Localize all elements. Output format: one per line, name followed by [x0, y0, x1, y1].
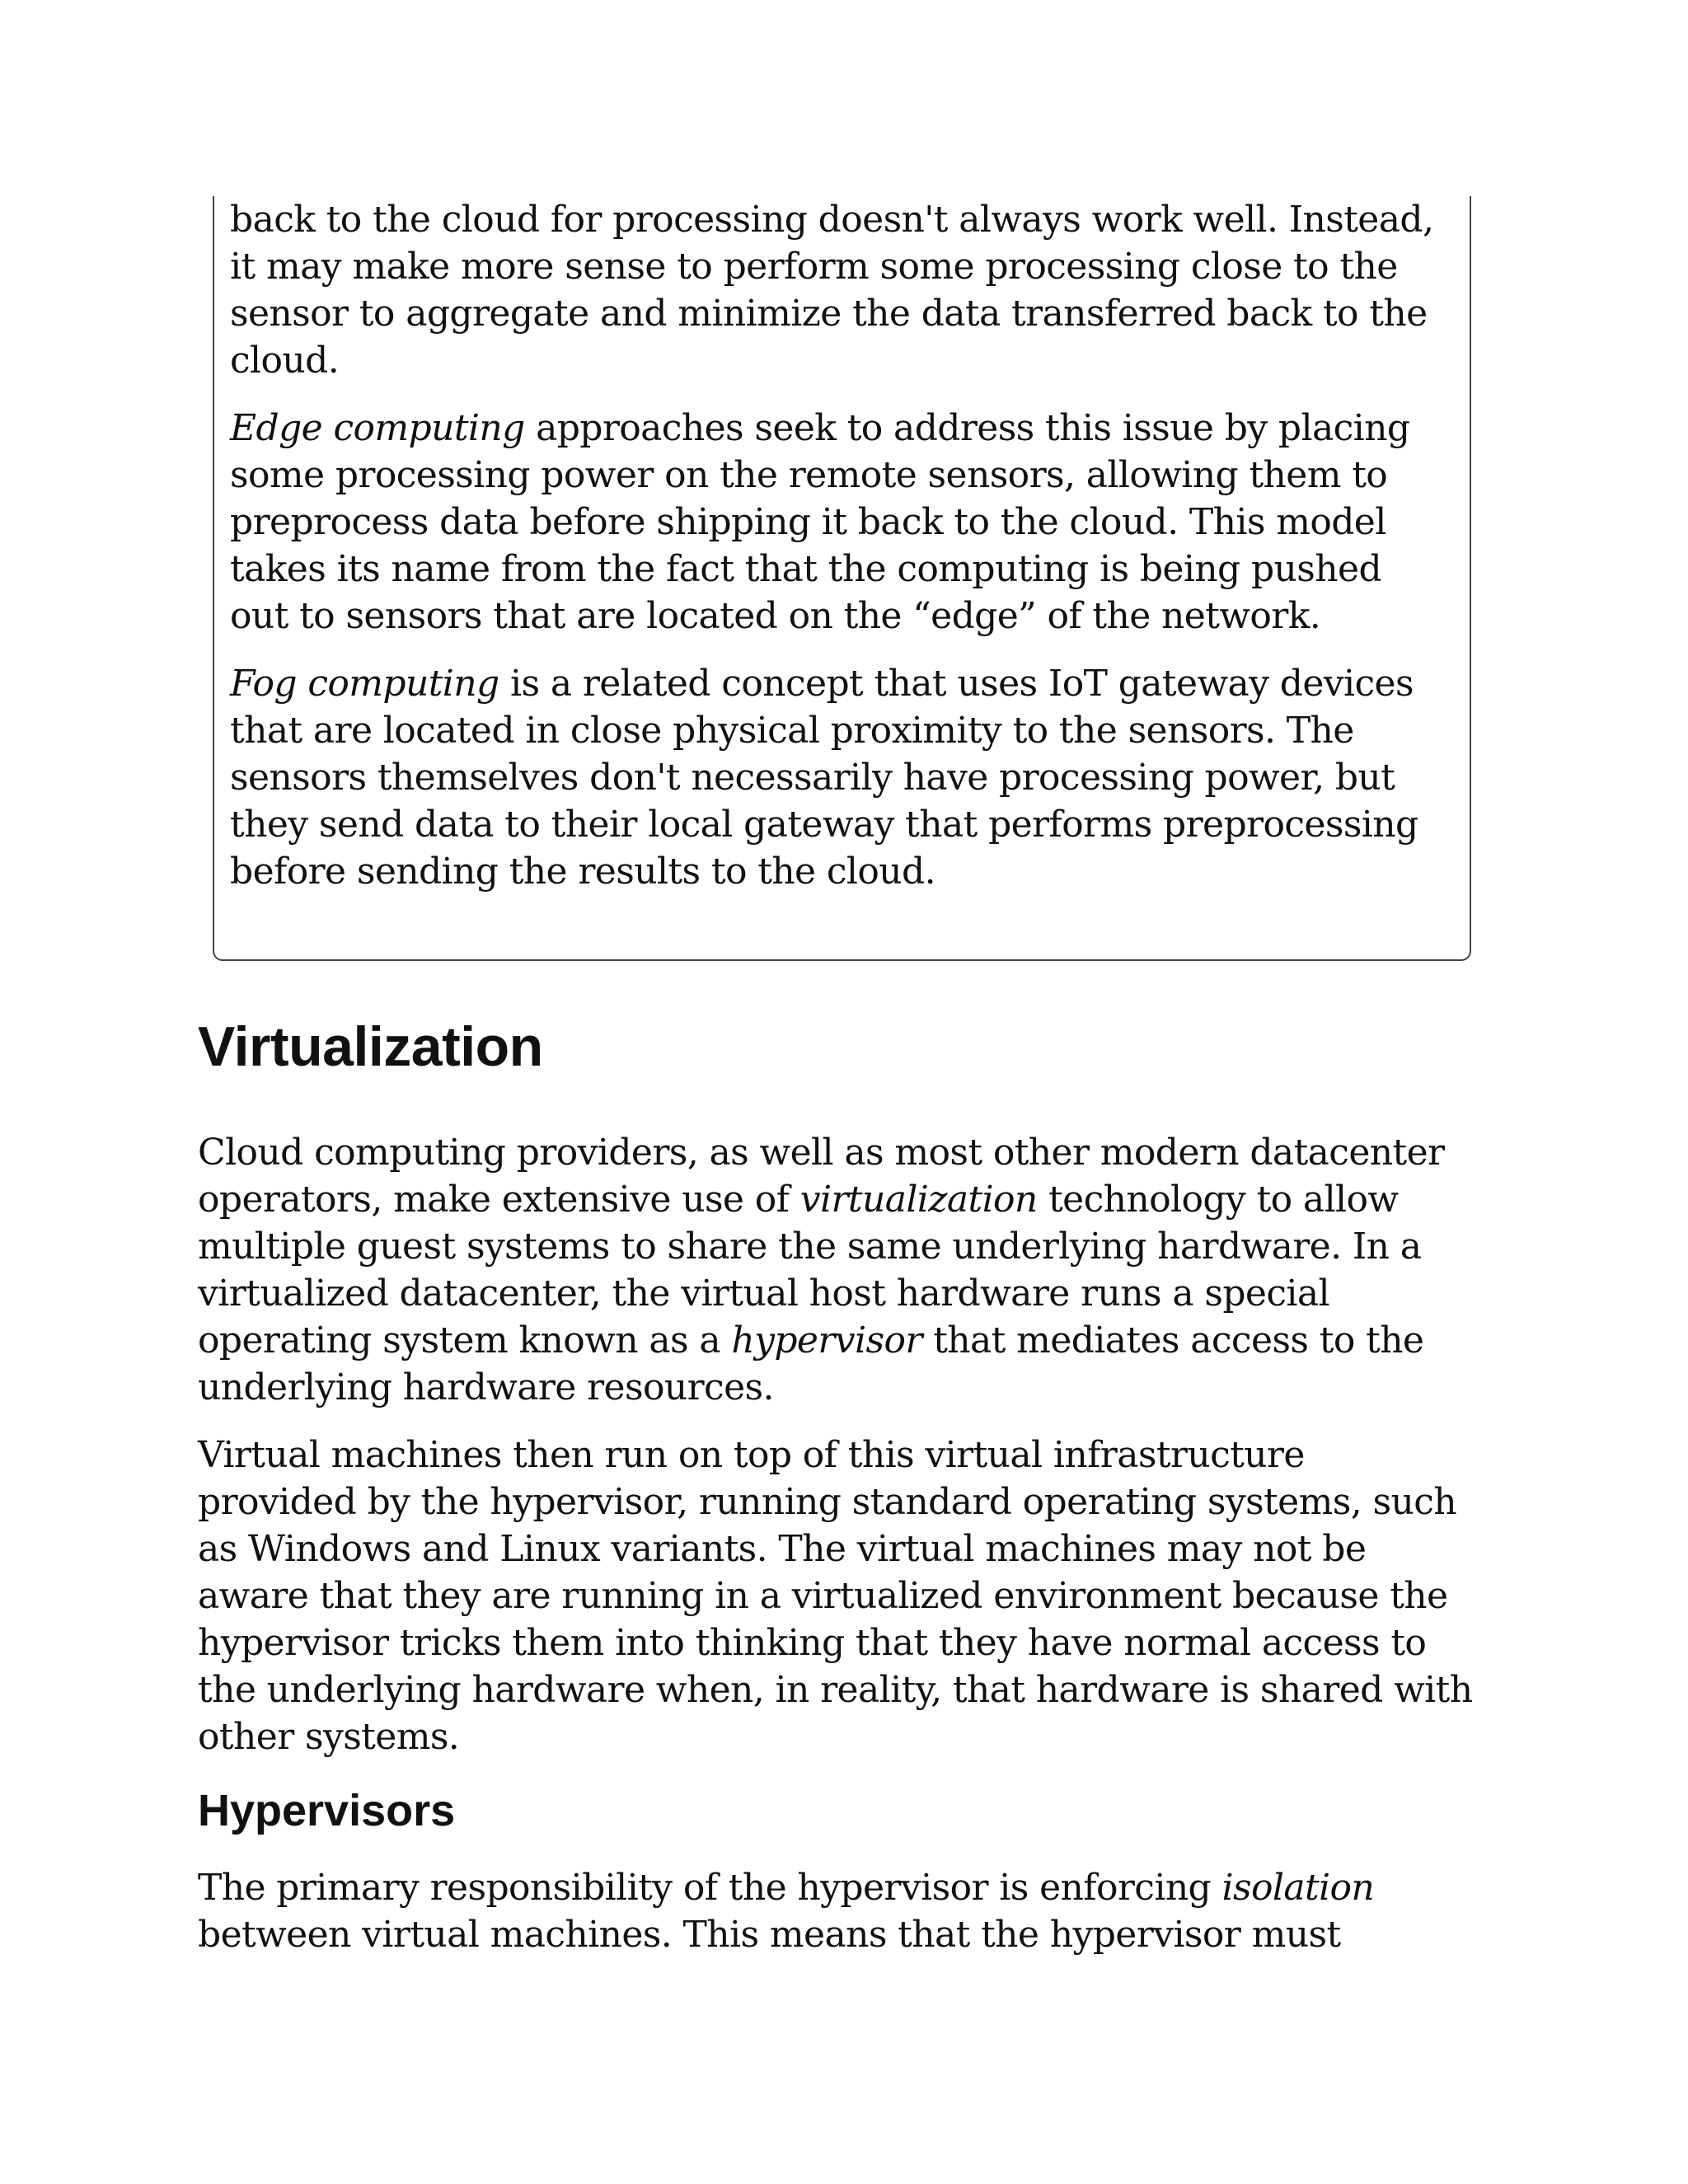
text-line	[198, 1432, 1492, 1479]
text-line	[198, 1270, 1492, 1317]
paragraph	[198, 1129, 1492, 1411]
emphasized-term: hypervisor	[731, 1319, 922, 1361]
text-line	[230, 290, 1462, 337]
text-run: it may make more sense to perform some processing close to the	[230, 246, 1398, 288]
paragraph	[230, 196, 1462, 384]
emphasized-term: Edge computing	[230, 407, 525, 449]
subsection-heading-hypervisors: Hypervisors	[198, 1786, 456, 1835]
emphasized-term: isolation	[1221, 1867, 1375, 1909]
text-line	[230, 707, 1462, 754]
text-run: hypervisor tricks them into thinking that they have normal access to	[198, 1622, 1427, 1664]
text-line	[198, 1572, 1492, 1619]
text-run: out to sensors that are located on the “edge” of the network.	[230, 595, 1321, 637]
text-line	[198, 1713, 1492, 1760]
paragraph	[198, 1432, 1492, 1760]
text-run: as Windows and Linux variants. The virtual machines may not be	[198, 1528, 1367, 1570]
text-run: preprocess data before shipping it back to the cloud. This model	[230, 501, 1386, 543]
paragraph	[230, 405, 1462, 640]
paragraph	[230, 660, 1462, 895]
text-line	[198, 1911, 1492, 1958]
text-line	[230, 546, 1462, 593]
text-run: Cloud computing providers, as well as most other modern datacenter	[198, 1132, 1445, 1174]
text-line	[230, 405, 1462, 452]
text-run: that mediates access to the	[921, 1319, 1424, 1361]
text-line	[230, 196, 1462, 243]
text-line	[230, 848, 1462, 895]
text-line	[198, 1666, 1492, 1713]
text-run: sensors themselves don't necessarily have processing power, but	[230, 757, 1395, 799]
paragraph	[198, 1864, 1492, 1958]
emphasized-term: Fog computing	[230, 663, 499, 705]
text-run: operating system known as a	[198, 1319, 732, 1361]
text-line	[230, 593, 1462, 640]
text-run: aware that they are running in a virtualized environment because the	[198, 1575, 1448, 1617]
text-run: some processing power on the remote sensors, allowing them to	[230, 454, 1388, 496]
text-line	[198, 1364, 1492, 1411]
text-run: takes its name from the fact that the computing is being pushed	[230, 548, 1382, 590]
text-run: The primary responsibility of the hypervisor is enforcing	[198, 1867, 1222, 1909]
subsection-body-hypervisors	[198, 1864, 1492, 1958]
text-line	[230, 754, 1462, 801]
text-run: Virtual machines then run on top of this virtual infrastructure	[198, 1434, 1305, 1476]
text-run: between virtual machines. This means that the hypervisor must	[198, 1914, 1341, 1956]
text-line	[198, 1129, 1492, 1176]
text-run: the underlying hardware when, in reality, that hardware is shared with	[198, 1669, 1473, 1711]
text-run: cloud.	[230, 340, 340, 382]
text-run: before sending the results to the cloud.	[230, 851, 935, 893]
text-run: multiple guest systems to share the same underlying hardware. In a	[198, 1226, 1422, 1268]
section-body-virtualization	[198, 1129, 1492, 1760]
text-line	[198, 1526, 1492, 1572]
text-run: is a related concept that uses IoT gateway devices	[499, 663, 1414, 705]
text-line	[230, 499, 1462, 546]
text-run: other systems.	[198, 1716, 460, 1758]
text-line	[198, 1176, 1492, 1223]
text-line	[230, 337, 1462, 384]
section-heading-virtualization: Virtualization	[198, 1015, 543, 1078]
text-line	[198, 1317, 1492, 1364]
text-line	[230, 801, 1462, 848]
text-run: technology to allow	[1037, 1179, 1399, 1221]
text-run: they send data to their local gateway that performs preprocessing	[230, 804, 1418, 846]
text-run: virtualized datacenter, the virtual host hardware runs a special	[198, 1272, 1329, 1315]
text-run: back to the cloud for processing doesn't always work well. Instead,	[230, 199, 1434, 241]
text-line	[198, 1619, 1492, 1666]
text-run: provided by the hypervisor, running standard operating systems, such	[198, 1481, 1456, 1523]
text-run: that are located in close physical proximity to the sensors. The	[230, 710, 1354, 752]
emphasized-term: virtualization	[799, 1179, 1038, 1221]
text-run: underlying hardware resources.	[198, 1366, 774, 1408]
text-run: approaches seek to address this issue by placing	[524, 407, 1410, 449]
text-run: sensor to aggregate and minimize the data transferred back to the	[230, 293, 1428, 335]
text-line	[230, 243, 1462, 290]
text-line	[198, 1864, 1492, 1911]
text-line	[230, 660, 1462, 707]
text-line	[230, 452, 1462, 499]
text-line	[198, 1223, 1492, 1270]
text-run: operators, make extensive use of	[198, 1179, 800, 1221]
text-line	[198, 1479, 1492, 1526]
sidebar-text	[230, 196, 1462, 895]
